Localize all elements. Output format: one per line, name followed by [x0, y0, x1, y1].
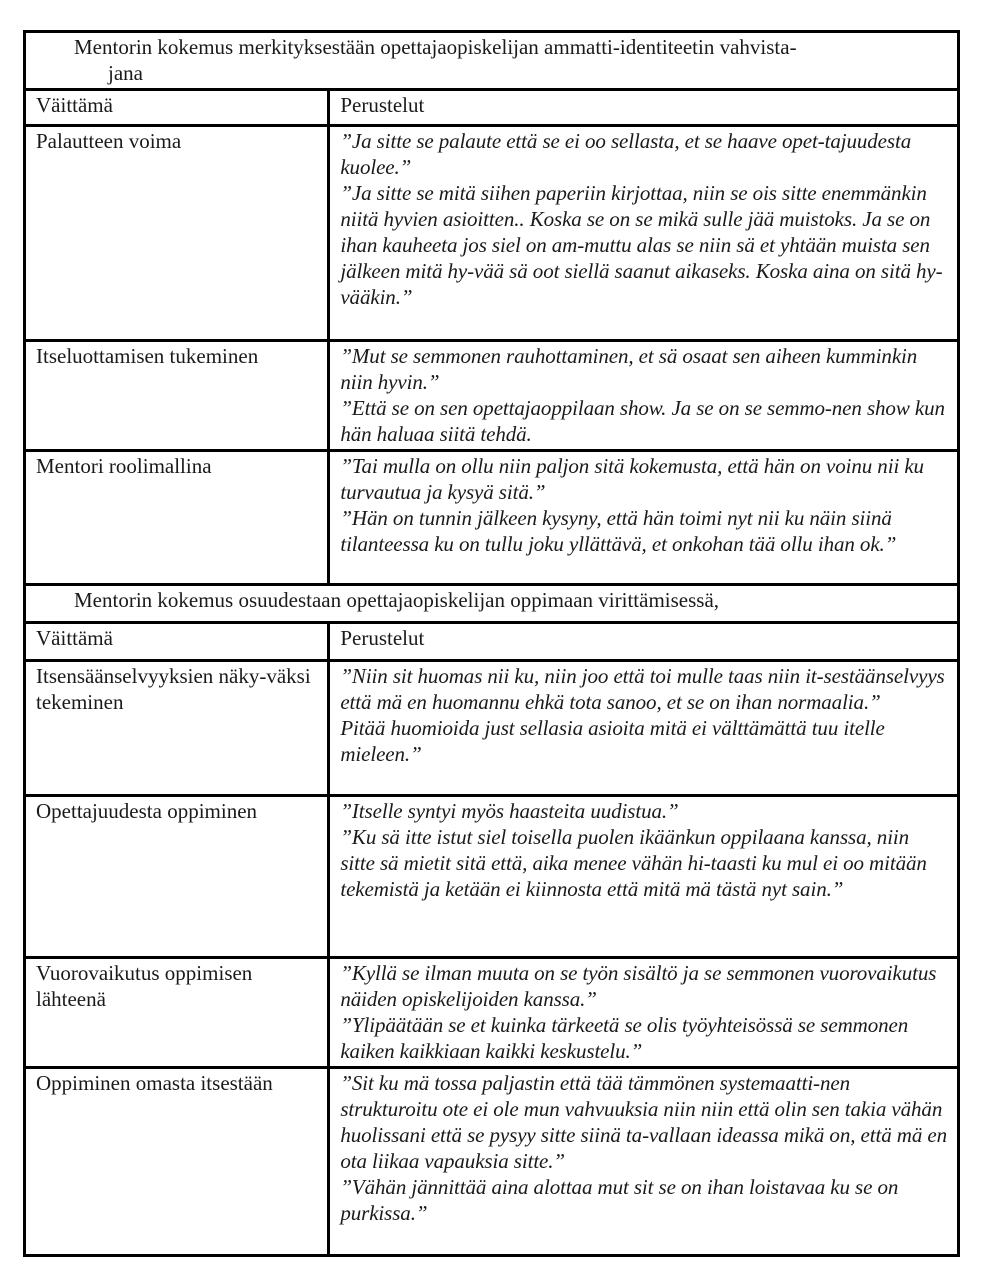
rationale-cell	[329, 1068, 959, 1256]
table-row	[25, 451, 959, 585]
section-2-title-line1: Mentorin kokemus osuudestaan opettajaopiskelijan oppimaan virittämisessä,	[74, 588, 720, 612]
rationale-cell	[329, 661, 959, 796]
rationale-cell	[329, 341, 959, 451]
section-1-title-line1: Mentorin kokemus merkityksestään opettajaopiskelijan ammatti-identiteetin vahvista-	[74, 35, 797, 59]
column-header-rationale: Perustelut	[329, 623, 959, 661]
rationale-cell	[329, 958, 959, 1068]
claim-cell: Mentori roolimallina	[25, 451, 329, 585]
rationale-cell	[329, 451, 959, 585]
quote: ”Itselle syntyi myös haasteita uudistua.”	[340, 799, 679, 823]
rationale-cell	[329, 796, 959, 958]
table-row	[25, 958, 959, 1068]
section-2-header-row	[25, 623, 959, 661]
section-1-title	[25, 32, 959, 90]
quote: ”Ja sitte se mitä siihen paperiin kirjottaa, niin se ois sitte enemmänkin niitä hyvien asioitten.. Koska se on se mikä sulle jää muistoks. Ja se on ihan kauheeta jos siel on am-muttu alas se niin sä et yhtään muista sen jälkeen mitä hy-vää sä oot siellä saanut aikaseks. Koska aina on sitä hy-vääkin.”	[340, 181, 943, 309]
table-row	[25, 1068, 959, 1256]
quote: ”Ja sitte se palaute että se ei oo sellasta, et se haave opet-tajuudesta kuolee.”	[340, 129, 912, 179]
quote: ”Kyllä se ilman muuta on se työn sisältö ja se semmonen vuorovaikutus näiden opiskelijoiden kanssa.”	[340, 961, 937, 1011]
table-row	[25, 796, 959, 958]
claim-cell: Palautteen voima	[25, 126, 329, 341]
table-row	[25, 126, 959, 341]
quote: ”Hän on tunnin jälkeen kysyny, että hän toimi nyt nii ku näin siinä tilanteessa ku on tullu joku yllättävä, et onkohan tää ollu ihan ok.”	[340, 506, 897, 556]
quote: ”Ku sä itte istut siel toisella puolen ikäänkun oppilaana kanssa, niin sitte sä mietit sitä että, aika menee vähän hi-taasti ku mul ei oo mitään tekemistä ja ketään ei kiinnosta että mitä mä tästä nyt sain.”	[340, 825, 927, 901]
claim-cell: Itsensäänselvyyksien näky-väksi tekeminen	[25, 661, 329, 796]
table-row	[25, 341, 959, 451]
quote: ”Ylipäätään se et kuinka tärkeetä se olis työyhteisössä se semmonen kaiken kaikkiaan kaikki keskustelu.”	[340, 1013, 909, 1063]
claim-cell: Vuorovaikutus oppimisen lähteenä	[25, 958, 329, 1068]
quote: ”Sit ku mä tossa paljastin että tää tämmönen systemaatti-nen strukturoitu ote ei ole mun vahvuuksia niin niin että olin sen takia vähän huolissani että se pysyy sitte siinä ta-vallaan ideassa mikä on, että mä en ota liikaa vapauksia sitte.”	[340, 1071, 947, 1173]
column-header-rationale: Perustelut	[329, 90, 959, 126]
section-2-title	[25, 585, 959, 623]
rationale-cell	[329, 126, 959, 341]
claim-cell: Opettajuudesta oppiminen	[25, 796, 329, 958]
claim-cell: Oppiminen omasta itsestään	[25, 1068, 329, 1256]
quote: ”Että se on sen opettajaoppilaan show. Ja se on se semmo-nen show kun hän haluaa siitä tehdä.	[340, 396, 945, 446]
quote: ”Mut se semmonen rauhottaminen, et sä osaat sen aiheen kumminkin niin hyvin.”	[340, 344, 918, 394]
section-1-title-line2: jana	[108, 61, 143, 85]
findings-table	[23, 30, 960, 1257]
column-header-claim: Väittämä	[25, 90, 329, 126]
section-1-title-row	[25, 32, 959, 90]
section-1-header-row	[25, 90, 959, 126]
quote: ”Niin sit huomas nii ku, niin joo että toi mulle taas niin it-sestäänselvyys että mä en huomannu ehkä tota sanoo, et se on ihan normaalia.”	[340, 664, 945, 714]
section-2-title-row	[25, 585, 959, 623]
column-header-claim: Väittämä	[25, 623, 329, 661]
table-row	[25, 661, 959, 796]
quote: ”Vähän jännittää aina alottaa mut sit se on ihan loistavaa ku se on purkissa.”	[340, 1175, 899, 1225]
quote: ”Tai mulla on ollu niin paljon sitä kokemusta, että hän on voinu nii ku turvautua ja kysyä sitä.”	[340, 454, 924, 504]
quote: Pitää huomioida just sellasia asioita mitä ei välttämättä tuu itelle mieleen.”	[340, 716, 885, 766]
claim-cell: Itseluottamisen tukeminen	[25, 341, 329, 451]
